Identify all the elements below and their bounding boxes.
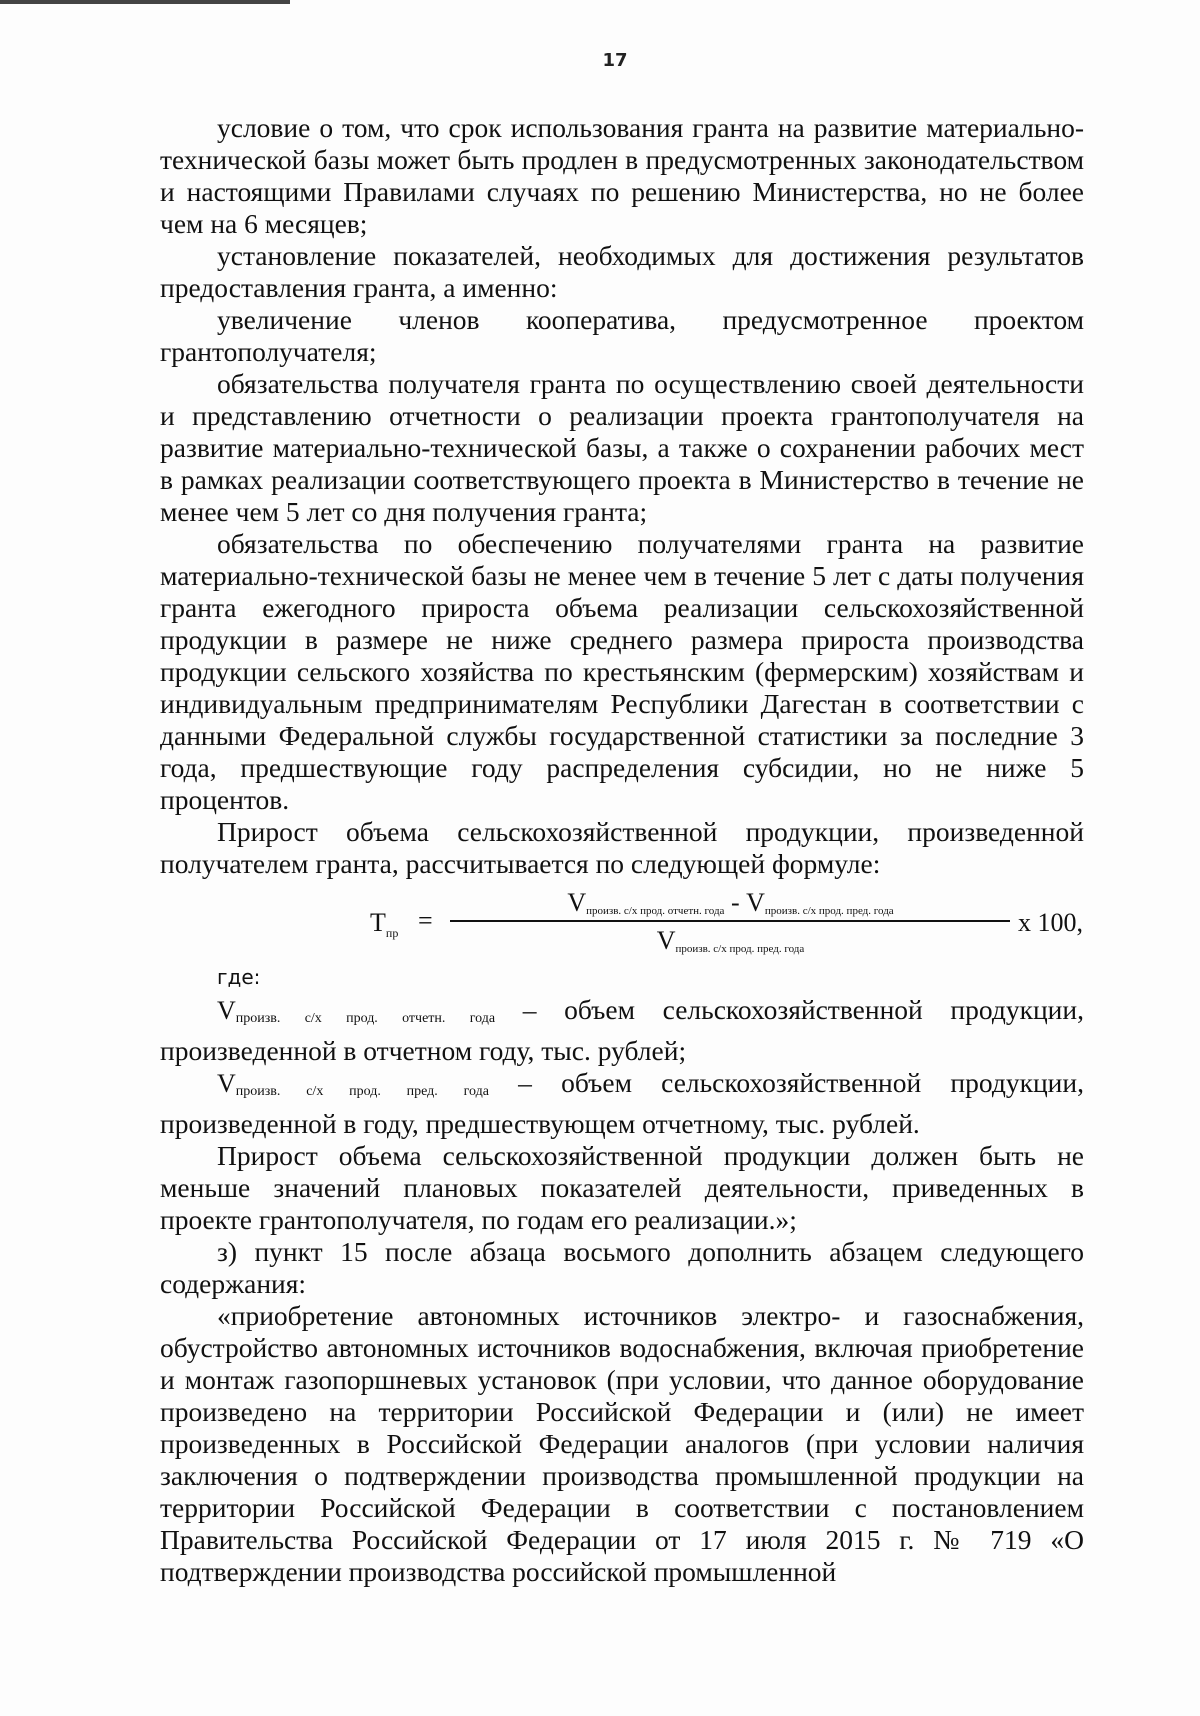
paragraph-indicators: установление показателей, необходимых для достижения результатов предоставления гранта, а именно: — [160, 240, 1084, 303]
paragraph-autonomous-sources: «приобретение автономных источников электро- и газоснабжения, обустройство автономных источников водоснабжения, включая приобретение и монтаж газопоршневых установок (при условии, что данное оборудование произведено на территории Российской Федерации и (или) не имеет произведенных в Российской Федерации аналогов (при условии наличия заключения о подтверждении производства промышленной продукции на территории Российской Федерации в соответствии с постановлением Правительства Российской Федерации от 17 июля 2015 г. № 719 «О подтверждении производства российской промышленной — [160, 1300, 1084, 1587]
paragraph-formula-intro: Прирост объема сельскохозяйственной продукции, произведенной получателем гранта, рассчитывается по следующей формуле: — [160, 816, 1084, 879]
page-number: 17 — [602, 50, 628, 71]
body-text — [160, 112, 1084, 1588]
growth-formula — [160, 888, 1084, 960]
paragraph-obligations-reporting: обязательства получателя гранта по осуществлению своей деятельности и представлению отчетности о реализации проекта грантополучателя на развитие материально-технической базы, а также о сохранении рабочих мест в рамках реализации соответствующего проекта в Министерство в течение не менее чем 5 лет со дня получения гранта; — [160, 368, 1084, 527]
scan-artifact-line — [0, 0, 290, 4]
formula-multiplier: x 100, — [1018, 908, 1083, 937]
definition-symbol: $V_{произв. с/х прод. отчетн. года}$ — [217, 996, 496, 1026]
formula-lhs: $T_{пр}$ — [370, 908, 399, 941]
definition-previous-year: $V_{произв. с/х прод. пред. года}$ – объем сельскохозяйственной продукции, произведенной в году, предшествующем отчетному, тыс. рублей. — [160, 1067, 1084, 1139]
formula-denominator: $V_{произв. с/х прод. пред. года}$ — [656, 926, 805, 955]
formula-equals: = — [418, 906, 433, 935]
definition-symbol: $V_{произв. с/х прод. пред. года}$ — [217, 1069, 489, 1099]
where-label: где: — [217, 965, 261, 989]
paragraph-growth-minimum: Прирост объема сельскохозяйственной продукции должен быть не меньше значений плановых показателей деятельности, приведенных в проекте грантополучателя, по годам его реализации.»; — [160, 1140, 1084, 1235]
formula-numerator: $V_{произв. с/х прод. отчетн. года} - V_{произв. с/х прод. пред. года}$ — [567, 888, 894, 917]
paragraph-amendment-15: з) пункт 15 после абзаца восьмого дополнить абзацем следующего содержания: — [160, 1236, 1084, 1299]
paragraph-term-extension: условие о том, что срок использования гранта на развитие материально-технической базы может быть продлен в предусмотренных законодательством и настоящими Правилами случаях по решению Министерства, но не более чем на 6 месяцев; — [160, 112, 1084, 239]
paragraph-members-increase: увеличение членов кооператива, предусмотренное проектом грантополучателя; — [160, 304, 1084, 367]
formula-fraction-bar — [450, 920, 1010, 922]
paragraph-obligations-growth: обязательства по обеспечению получателями гранта на развитие материально-технической базы не менее чем в течение 5 лет с даты получения гранта ежегодного прироста объема реализации сельскохозяйственной продукции в размере не ниже среднего размера прироста производства продукции сельского хозяйства по крестьянским (фермерским) хозяйствам и индивидуальным предпринимателям Республики Дагестан в соответствии с данными Федеральной службы государственной статистики за последние 3 года, предшествующие году распределения субсидии, но не ниже 5 процентов. — [160, 528, 1084, 815]
definition-current-year: $V_{произв. с/х прод. отчетн. года}$ – объем сельскохозяйственной продукции, произведенной в отчетном году, тыс. рублей; — [160, 994, 1084, 1066]
